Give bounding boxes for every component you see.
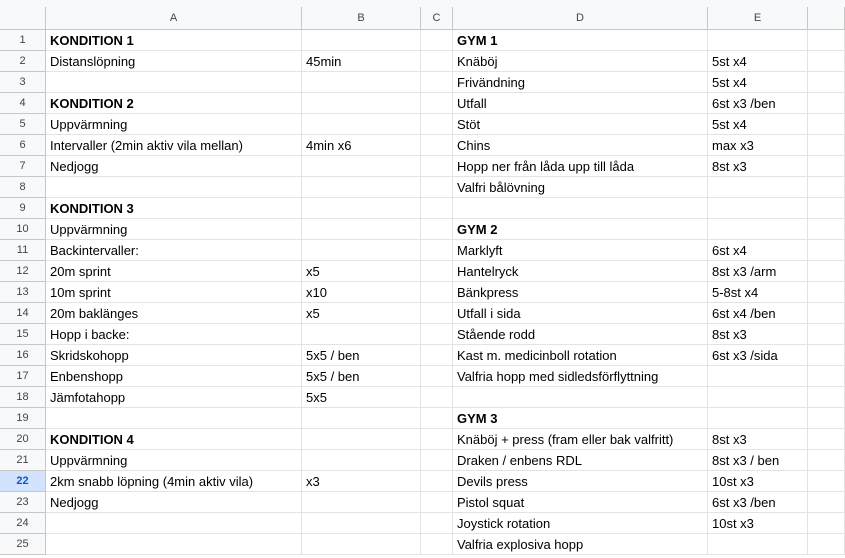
cell-d25[interactable]: Valfria explosiva hopp [453,534,708,555]
row-header[interactable]: 5 [0,114,46,135]
row-header[interactable]: 17 [0,366,46,387]
row-header[interactable]: 16 [0,345,46,366]
cell-b7[interactable] [302,156,421,177]
cell-d22[interactable]: Devils press [453,471,708,492]
cell-c21[interactable] [421,450,453,471]
cell-a11[interactable]: Backintervaller: [46,240,302,261]
cell-overflow[interactable] [808,261,845,282]
cell-overflow[interactable] [808,177,845,198]
cell-d7[interactable]: Hopp ner från låda upp till låda [453,156,708,177]
cell-e9[interactable] [708,198,808,219]
row-header[interactable]: 11 [0,240,46,261]
row-header[interactable]: 8 [0,177,46,198]
row-header[interactable]: 15 [0,324,46,345]
cell-d16[interactable]: Kast m. medicinboll rotation [453,345,708,366]
column-header-c[interactable]: C [421,7,453,30]
cell-b10[interactable] [302,219,421,240]
cell-b9[interactable] [302,198,421,219]
cell-e22[interactable]: 10st x3 [708,471,808,492]
row-header[interactable]: 10 [0,219,46,240]
cell-b6[interactable]: 4min x6 [302,135,421,156]
cell-overflow[interactable] [808,93,845,114]
cell-d18[interactable] [453,387,708,408]
cell-d8[interactable]: Valfri bålövning [453,177,708,198]
cell-c19[interactable] [421,408,453,429]
cell-a20[interactable]: KONDITION 4 [46,429,302,450]
column-header-b[interactable]: B [302,7,421,30]
cell-a17[interactable]: Enbenshopp [46,366,302,387]
cell-b17[interactable]: 5x5 / ben [302,366,421,387]
cell-e5[interactable]: 5st x4 [708,114,808,135]
row-header[interactable]: 6 [0,135,46,156]
cell-c12[interactable] [421,261,453,282]
cell-overflow[interactable] [808,345,845,366]
cell-d10[interactable]: GYM 2 [453,219,708,240]
row-header[interactable]: 24 [0,513,46,534]
cell-c5[interactable] [421,114,453,135]
cell-overflow[interactable] [808,135,845,156]
cell-e23[interactable]: 6st x3 /ben [708,492,808,513]
cell-a18[interactable]: Jämfotahopp [46,387,302,408]
row-header[interactable]: 25 [0,534,46,555]
cell-a3[interactable] [46,72,302,93]
column-header-overflow[interactable] [808,7,845,30]
cell-e15[interactable]: 8st x3 [708,324,808,345]
cell-b5[interactable] [302,114,421,135]
cell-a2[interactable]: Distanslöpning [46,51,302,72]
cell-b25[interactable] [302,534,421,555]
cell-e8[interactable] [708,177,808,198]
cell-b13[interactable]: x10 [302,282,421,303]
cell-a21[interactable]: Uppvärmning [46,450,302,471]
row-header[interactable]: 19 [0,408,46,429]
cell-d20[interactable]: Knäböj + press (fram eller bak valfritt) [453,429,708,450]
cell-e24[interactable]: 10st x3 [708,513,808,534]
cell-d15[interactable]: Stående rodd [453,324,708,345]
cell-a10[interactable]: Uppvärmning [46,219,302,240]
cell-e25[interactable] [708,534,808,555]
cell-e3[interactable]: 5st x4 [708,72,808,93]
cell-b23[interactable] [302,492,421,513]
cell-d3[interactable]: Frivändning [453,72,708,93]
cell-c15[interactable] [421,324,453,345]
cell-e12[interactable]: 8st x3 /arm [708,261,808,282]
cell-d12[interactable]: Hantelryck [453,261,708,282]
cell-a8[interactable] [46,177,302,198]
cell-c11[interactable] [421,240,453,261]
cell-a14[interactable]: 20m baklänges [46,303,302,324]
cell-e13[interactable]: 5-8st x4 [708,282,808,303]
cell-c14[interactable] [421,303,453,324]
cell-a24[interactable] [46,513,302,534]
cell-a23[interactable]: Nedjogg [46,492,302,513]
cell-b2[interactable]: 45min [302,51,421,72]
cell-e2[interactable]: 5st x4 [708,51,808,72]
cell-b20[interactable] [302,429,421,450]
select-all-corner[interactable] [0,7,46,30]
cell-b24[interactable] [302,513,421,534]
cell-d5[interactable]: Stöt [453,114,708,135]
row-header[interactable]: 20 [0,429,46,450]
row-header[interactable]: 2 [0,51,46,72]
cell-a22[interactable]: 2km snabb löpning (4min aktiv vila) [46,471,302,492]
row-header[interactable]: 22 [0,471,46,492]
cell-b15[interactable] [302,324,421,345]
cell-c13[interactable] [421,282,453,303]
cell-c20[interactable] [421,429,453,450]
cell-c10[interactable] [421,219,453,240]
cell-overflow[interactable] [808,492,845,513]
cell-b3[interactable] [302,72,421,93]
row-header[interactable]: 18 [0,387,46,408]
cell-a13[interactable]: 10m sprint [46,282,302,303]
cell-c3[interactable] [421,72,453,93]
cell-c17[interactable] [421,366,453,387]
cell-a19[interactable] [46,408,302,429]
cell-c6[interactable] [421,135,453,156]
cell-a1[interactable]: KONDITION 1 [46,30,302,51]
cell-c9[interactable] [421,198,453,219]
cell-d4[interactable]: Utfall [453,93,708,114]
cell-overflow[interactable] [808,408,845,429]
cell-d1[interactable]: GYM 1 [453,30,708,51]
cell-b18[interactable]: 5x5 [302,387,421,408]
cell-c7[interactable] [421,156,453,177]
cell-overflow[interactable] [808,282,845,303]
cell-overflow[interactable] [808,534,845,555]
cell-e1[interactable] [708,30,808,51]
cell-overflow[interactable] [808,72,845,93]
cell-c1[interactable] [421,30,453,51]
cell-c4[interactable] [421,93,453,114]
cell-overflow[interactable] [808,51,845,72]
cell-d11[interactable]: Marklyft [453,240,708,261]
cell-overflow[interactable] [808,240,845,261]
cell-a9[interactable]: KONDITION 3 [46,198,302,219]
cell-e19[interactable] [708,408,808,429]
cell-b8[interactable] [302,177,421,198]
column-header-a[interactable]: A [46,7,302,30]
row-header[interactable]: 14 [0,303,46,324]
cell-c8[interactable] [421,177,453,198]
row-header[interactable]: 13 [0,282,46,303]
column-header-e[interactable]: E [708,7,808,30]
cell-e11[interactable]: 6st x4 [708,240,808,261]
cell-e18[interactable] [708,387,808,408]
cell-d24[interactable]: Joystick rotation [453,513,708,534]
cell-c16[interactable] [421,345,453,366]
cell-e17[interactable] [708,366,808,387]
cell-overflow[interactable] [808,303,845,324]
cell-overflow[interactable] [808,471,845,492]
column-header-d[interactable]: D [453,7,708,30]
cell-e16[interactable]: 6st x3 /sida [708,345,808,366]
cell-d23[interactable]: Pistol squat [453,492,708,513]
cell-e20[interactable]: 8st x3 [708,429,808,450]
cell-b12[interactable]: x5 [302,261,421,282]
row-header[interactable]: 3 [0,72,46,93]
cell-c22[interactable] [421,471,453,492]
cell-b4[interactable] [302,93,421,114]
cell-d17[interactable]: Valfria hopp med sidledsförflyttning [453,366,708,387]
cell-e10[interactable] [708,219,808,240]
row-header[interactable]: 7 [0,156,46,177]
toolbar-edge [0,0,845,7]
cell-d21[interactable]: Draken / enbens RDL [453,450,708,471]
cell-e6[interactable]: max x3 [708,135,808,156]
cell-overflow[interactable] [808,450,845,471]
cell-c24[interactable] [421,513,453,534]
cell-b21[interactable] [302,450,421,471]
cell-e14[interactable]: 6st x4 /ben [708,303,808,324]
cell-a12[interactable]: 20m sprint [46,261,302,282]
cell-a6[interactable]: Intervaller (2min aktiv vila mellan) [46,135,302,156]
cell-a4[interactable]: KONDITION 2 [46,93,302,114]
cell-overflow[interactable] [808,30,845,51]
cell-a25[interactable] [46,534,302,555]
cell-b19[interactable] [302,408,421,429]
row-header[interactable]: 9 [0,198,46,219]
cell-overflow[interactable] [808,387,845,408]
row-header[interactable]: 12 [0,261,46,282]
cell-e7[interactable]: 8st x3 [708,156,808,177]
cell-overflow[interactable] [808,324,845,345]
cell-overflow[interactable] [808,513,845,534]
cell-d2[interactable]: Knäböj [453,51,708,72]
cell-d13[interactable]: Bänkpress [453,282,708,303]
cell-d14[interactable]: Utfall i sida [453,303,708,324]
cell-d9[interactable] [453,198,708,219]
cell-a7[interactable]: Nedjogg [46,156,302,177]
cell-a16[interactable]: Skridskohopp [46,345,302,366]
cell-overflow[interactable] [808,156,845,177]
cell-overflow[interactable] [808,219,845,240]
cell-d19[interactable]: GYM 3 [453,408,708,429]
row-header[interactable]: 21 [0,450,46,471]
cell-c18[interactable] [421,387,453,408]
cell-c2[interactable] [421,51,453,72]
cell-overflow[interactable] [808,198,845,219]
cell-b1[interactable] [302,30,421,51]
cell-overflow[interactable] [808,366,845,387]
cell-b14[interactable]: x5 [302,303,421,324]
row-header[interactable]: 1 [0,30,46,51]
row-header[interactable]: 4 [0,93,46,114]
cell-overflow[interactable] [808,429,845,450]
cell-b16[interactable]: 5x5 / ben [302,345,421,366]
cell-a15[interactable]: Hopp i backe: [46,324,302,345]
cell-e4[interactable]: 6st x3 /ben [708,93,808,114]
cell-c25[interactable] [421,534,453,555]
row-header[interactable]: 23 [0,492,46,513]
cell-d6[interactable]: Chins [453,135,708,156]
cell-a5[interactable]: Uppvärmning [46,114,302,135]
cell-c23[interactable] [421,492,453,513]
cell-b11[interactable] [302,240,421,261]
cell-b22[interactable]: x3 [302,471,421,492]
cell-overflow[interactable] [808,114,845,135]
cell-e21[interactable]: 8st x3 / ben [708,450,808,471]
